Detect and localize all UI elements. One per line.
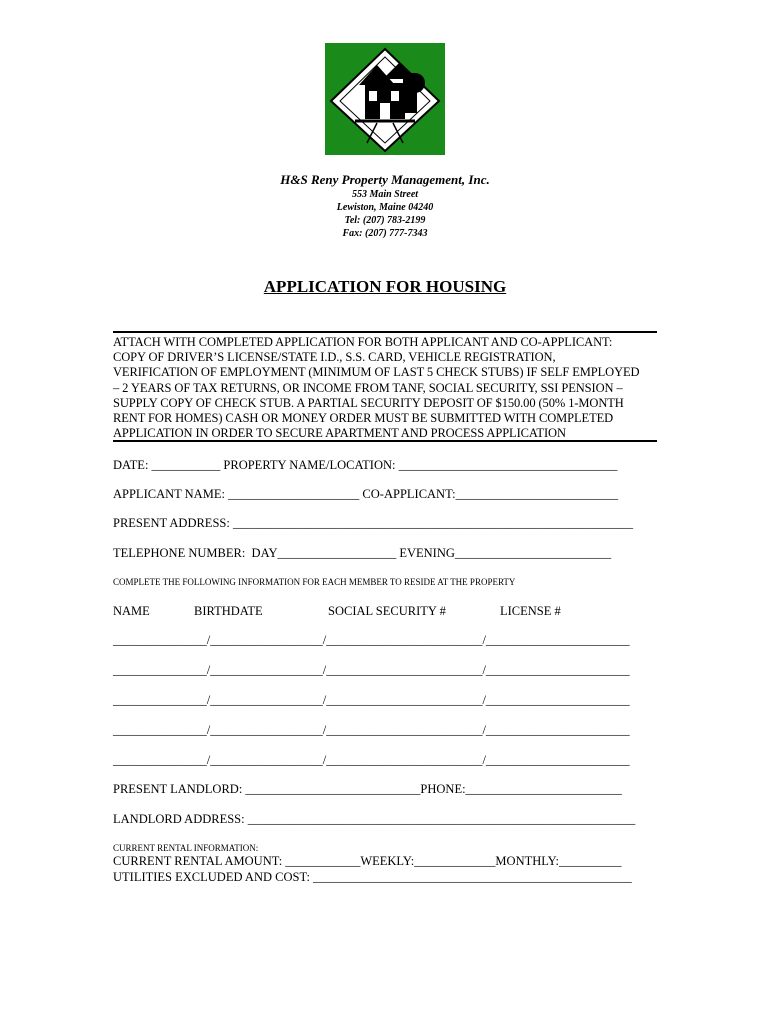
company-name: H&S Reny Property Management, Inc.	[280, 172, 490, 187]
member-row[interactable]: _______________/__________________/_________________________/_______________________	[113, 663, 630, 677]
member-row[interactable]: _______________/__________________/_________________________/_______________________	[113, 753, 630, 767]
landlord-address-field[interactable]: LANDLORD ADDRESS: ______________________________________________________________	[113, 812, 636, 826]
applicant-field[interactable]: APPLICANT NAME: _____________________ CO-APPLICANT:__________________________	[113, 487, 619, 501]
attach-line: ATTACH WITH COMPLETED APPLICATION FOR BOTH APPLICANT AND CO-APPLICANT:	[113, 335, 613, 349]
company-fax: Fax: (207) 777-7343	[342, 228, 428, 239]
telephone-field[interactable]: TELEPHONE NUMBER: DAY___________________ EVENING_________________________	[113, 546, 612, 560]
attach-line: APPLICATION IN ORDER TO SECURE APARTMENT AND PROCESS APPLICATION	[113, 426, 566, 441]
divider-bottom	[113, 440, 657, 442]
company-street: 553 Main Street	[351, 189, 419, 200]
attach-line: – 2 YEARS OF TAX RETURNS, OR INCOME FROM TANF, SOCIAL SECURITY, SSI PENSION –	[113, 380, 623, 395]
col-header-name: NAME	[113, 604, 150, 618]
member-row[interactable]: _______________/__________________/_________________________/_______________________	[113, 723, 630, 737]
col-header-birthdate: BIRTHDATE	[194, 604, 263, 618]
col-header-ssn: SOCIAL SECURITY #	[328, 604, 446, 618]
member-row[interactable]: _______________/__________________/_________________________/_______________________	[113, 633, 630, 647]
utilities-field[interactable]: UTILITIES EXCLUDED AND COST: ___________________________________________________	[113, 870, 632, 884]
col-header-license: LICENSE #	[500, 604, 561, 618]
rental-amount-field[interactable]: CURRENT RENTAL AMOUNT: ____________WEEKLY:_____________MONTHLY:__________	[113, 854, 622, 868]
member-row[interactable]: _______________/__________________/_________________________/_______________________	[113, 693, 630, 707]
rental-info-label: CURRENT RENTAL INFORMATION:	[113, 843, 259, 853]
present-landlord-field[interactable]: PRESENT LANDLORD: ____________________________PHONE:_________________________	[113, 782, 622, 796]
members-note: COMPLETE THE FOLLOWING INFORMATION FOR EACH MEMBER TO RESIDE AT THE PROPERTY	[113, 577, 516, 587]
attach-line: COPY OF DRIVER’S LICENSE/STATE I.D., S.S. CARD, VEHICLE REGISTRATION,	[113, 350, 556, 365]
attach-instructions	[113, 335, 657, 441]
attach-line: VERIFICATION OF EMPLOYMENT (MINIMUM OF LAST 5 CHECK STUBS) IF SELF EMPLOYED	[113, 365, 640, 380]
attach-line: RENT FOR HOMES) CASH OR MONEY ORDER MUST BE SUBMITTED WITH COMPLETED	[113, 411, 614, 426]
divider-top	[113, 331, 657, 333]
company-logo	[325, 43, 445, 155]
company-city: Lewiston, Maine 04240	[336, 202, 434, 213]
attach-line: SUPPLY COPY OF CHECK STUB. A PARTIAL SECURITY DEPOSIT OF $150.00 (50% 1-MONTH	[113, 395, 624, 410]
company-tel: Tel: (207) 783-2199	[344, 215, 426, 226]
date-property-field[interactable]: DATE: ___________ PROPERTY NAME/LOCATION: ___________________________________	[113, 458, 618, 472]
present-address-field[interactable]: PRESENT ADDRESS: ________________________________________________________________	[113, 516, 633, 530]
page-title: APPLICATION FOR HOUSING	[263, 277, 507, 296]
